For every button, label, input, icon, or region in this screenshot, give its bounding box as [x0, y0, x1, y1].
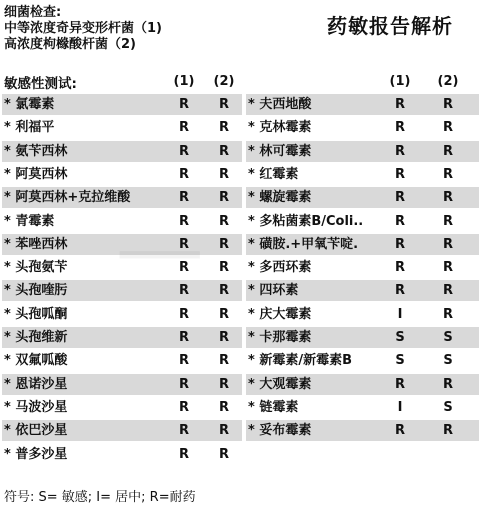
result-left-1: R	[178, 190, 189, 206]
drug-name-left: * 阿莫西林+克拉维酸	[4, 190, 131, 206]
result-left-2: R	[218, 213, 229, 229]
table-row	[2, 350, 479, 371]
result-left-1: R	[178, 236, 189, 252]
result-left-1: R	[178, 166, 189, 182]
drug-name-left: * 氯霉素	[4, 97, 55, 112]
result-left-2: R	[218, 446, 229, 462]
result-left-1: R	[178, 97, 189, 112]
drug-name-right: * 夫西地酸	[248, 97, 312, 112]
drug-name-right: * 新霉素/新霉素B	[248, 353, 352, 369]
result-right-1: S	[395, 353, 405, 369]
table-row	[2, 280, 479, 301]
result-right-1: R	[394, 283, 405, 299]
col-head-left-1: (1)	[173, 74, 195, 89]
result-right-2: R	[442, 97, 453, 112]
watermark	[120, 230, 199, 281]
drug-name-right: * 卡那霉素	[248, 330, 312, 345]
drug-name-left: * 阿莫西林	[4, 166, 68, 182]
result-left-2: R	[218, 353, 229, 369]
report-title: 药敏报告解析	[327, 14, 453, 38]
table-row	[2, 94, 479, 115]
drug-name-right: * 螺旋霉素	[248, 190, 312, 206]
table-row	[2, 234, 479, 255]
legend-footer: 符号: S= 敏感; I= 居中; R=耐药	[4, 490, 196, 505]
result-right-1: R	[394, 423, 405, 439]
table-row	[2, 257, 479, 278]
result-right-2: R	[442, 283, 453, 299]
result-left-1: R	[178, 283, 189, 299]
drug-name-left: * 头孢氨苄	[4, 260, 68, 276]
result-left-2: R	[218, 399, 229, 415]
table-row	[2, 141, 479, 162]
result-left-2: R	[218, 120, 229, 136]
result-right-2: R	[442, 236, 453, 252]
result-right-2: S	[443, 353, 453, 369]
drug-name-left: * 普多沙星	[4, 446, 68, 462]
drug-name-left: * 依巴沙星	[4, 423, 68, 439]
result-left-2: R	[218, 376, 229, 392]
sample-label: 细菌检查:	[4, 5, 62, 20]
drug-name-left: * 头孢呱酮	[4, 306, 68, 322]
result-left-2: R	[218, 143, 229, 159]
table-row	[2, 117, 479, 138]
drug-name-right: * 大观霉素	[248, 376, 312, 392]
table-row	[2, 374, 479, 395]
result-left-2: R	[218, 166, 229, 182]
result-right-1: R	[394, 97, 405, 112]
result-left-2: R	[218, 330, 229, 345]
result-right-2: R	[442, 166, 453, 182]
result-left-1: R	[178, 213, 189, 229]
result-left-2: R	[218, 283, 229, 299]
result-left-1: R	[178, 330, 189, 345]
drug-name-left: * 苯唑西林	[4, 236, 68, 252]
drug-name-right: * 克林霉素	[248, 120, 312, 136]
table-row	[2, 304, 479, 325]
table-row	[2, 420, 479, 441]
section-title: 敏感性测试:	[4, 76, 77, 92]
result-right-2: R	[442, 190, 453, 206]
drug-name-right: * 多西环素	[248, 260, 312, 276]
drug-name-left: * 恩诺沙星	[4, 376, 68, 392]
drug-name-right: * 林可霉素	[248, 143, 312, 159]
result-right-1: R	[394, 376, 405, 392]
result-left-2: R	[218, 306, 229, 322]
result-left-2: R	[218, 97, 229, 112]
result-right-1: R	[394, 143, 405, 159]
result-right-2: R	[442, 143, 453, 159]
drug-name-right: * 妥布霉素	[248, 423, 312, 439]
result-left-1: R	[178, 423, 189, 439]
result-left-1: R	[178, 446, 189, 462]
drug-name-left: * 马波沙星	[4, 399, 68, 415]
result-right-1: R	[394, 120, 405, 136]
col-head-right-1: (1)	[389, 74, 411, 89]
result-left-2: R	[218, 190, 229, 206]
result-right-2: R	[442, 213, 453, 229]
table-row	[2, 397, 479, 418]
result-left-2: R	[218, 236, 229, 252]
result-left-1: R	[178, 143, 189, 159]
drug-name-right: * 多粘菌素B/Coli..	[248, 213, 364, 229]
result-left-1: R	[178, 376, 189, 392]
result-right-2: R	[442, 306, 453, 322]
table-row	[2, 444, 479, 465]
result-right-1: R	[394, 190, 405, 206]
drug-name-left: * 利福平	[4, 120, 55, 136]
drug-name-left: * 青霉素	[4, 213, 55, 229]
result-right-2: R	[442, 423, 453, 439]
drug-name-left: * 头孢维新	[4, 330, 68, 345]
result-right-1: I	[397, 306, 403, 322]
result-left-1: R	[178, 260, 189, 276]
result-right-2: S	[443, 330, 453, 345]
result-right-1: R	[394, 260, 405, 276]
result-right-1: R	[394, 166, 405, 182]
result-right-1: R	[394, 236, 405, 252]
table-row	[2, 187, 479, 208]
drug-name-right: * 链霉素	[248, 399, 299, 415]
table-row	[2, 164, 479, 185]
table-row	[2, 327, 479, 348]
result-left-2: R	[218, 260, 229, 276]
result-left-1: R	[178, 120, 189, 136]
result-right-1: I	[397, 399, 403, 415]
table-row	[2, 211, 479, 232]
drug-name-right: * 红霉素	[248, 166, 299, 182]
bacteria-2: 高浓度枸橼酸杆菌（2)	[4, 37, 136, 52]
result-left-1: R	[178, 353, 189, 369]
bacteria-1: 中等浓度奇异变形杆菌（1)	[4, 21, 162, 36]
drug-name-right: * 磺胺.+甲氧苄啶.	[248, 236, 359, 252]
result-right-2: R	[442, 260, 453, 276]
drug-name-left: * 头孢喹肟	[4, 283, 68, 299]
result-right-2: R	[442, 120, 453, 136]
result-right-1: S	[395, 330, 405, 345]
result-left-2: R	[218, 423, 229, 439]
drug-name-right: * 庆大霉素	[248, 306, 312, 322]
result-right-2: R	[442, 376, 453, 392]
result-right-1: R	[394, 213, 405, 229]
drug-name-left: * 氨苄西林	[4, 143, 68, 159]
result-left-1: R	[178, 399, 189, 415]
col-head-left-2: (2)	[213, 74, 235, 89]
result-right-2: S	[443, 399, 453, 415]
result-left-1: R	[178, 306, 189, 322]
drug-name-left: * 双氟呱酸	[4, 353, 68, 369]
drug-name-right: * 四环素	[248, 283, 299, 299]
col-head-right-2: (2)	[437, 74, 459, 89]
